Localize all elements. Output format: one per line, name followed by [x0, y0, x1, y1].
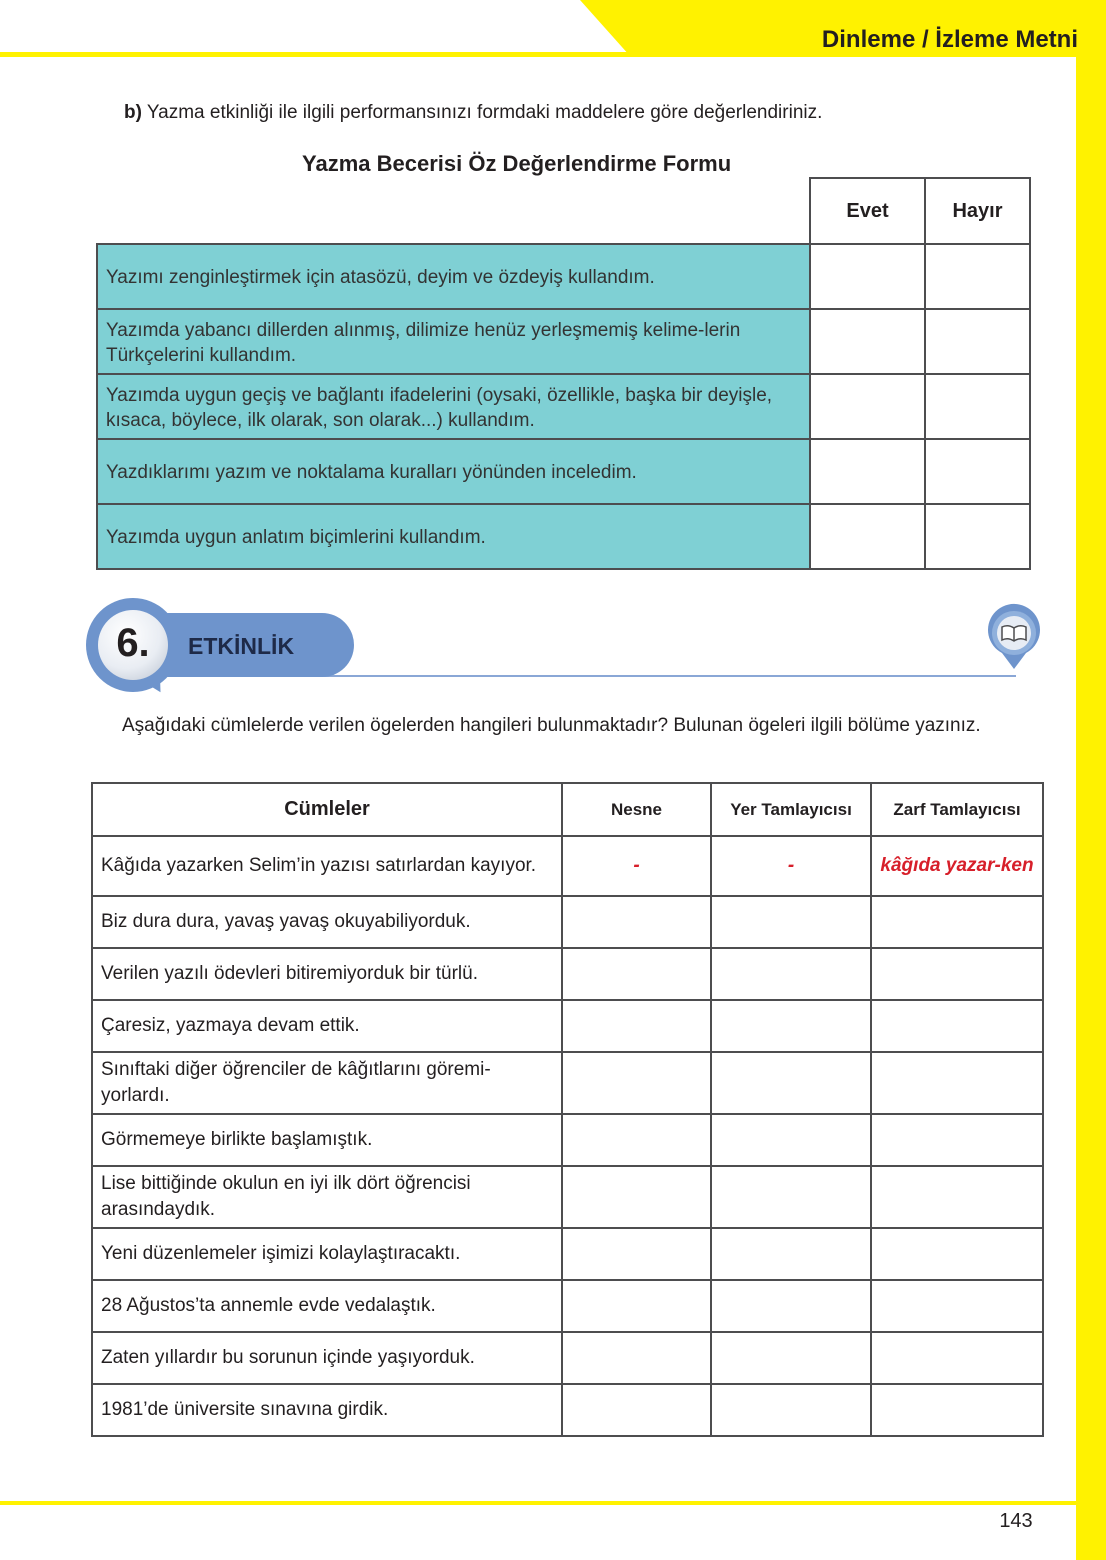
header-blank	[97, 178, 810, 244]
nesne-answer[interactable]	[562, 1166, 711, 1228]
yer-answer[interactable]	[711, 1280, 871, 1332]
sentence-cell: Çaresiz, yazmaya devam ettik.	[92, 1000, 562, 1052]
sentence-analysis-table	[91, 782, 1044, 1437]
nesne-answer[interactable]	[562, 896, 711, 948]
zarf-answer[interactable]	[871, 896, 1043, 948]
nesne-answer[interactable]	[562, 1228, 711, 1280]
activity-instruction: Aşağıdaki cümlelerde verilen ögelerden hangileri bulunmaktadır? Bulunan ögeleri ilgili bölüme yazınız.	[122, 715, 981, 736]
evet-cell[interactable]	[810, 374, 925, 439]
part-b-instruction	[124, 102, 822, 124]
col-yer-header: Yer Tamlayıcısı	[711, 783, 871, 836]
table-row	[92, 948, 1043, 1000]
yer-answer[interactable]	[711, 1228, 871, 1280]
analysis-header-row	[92, 783, 1043, 836]
table-row	[92, 836, 1043, 896]
criterion-text: Yazımda uygun anlatım biçimlerini kullandım.	[97, 504, 810, 569]
criterion-text: Yazımda uygun geçiş ve bağlantı ifadelerini (oysaki, özellikle, başka bir deyişle, kısaca, böylece, ilk olarak, son olarak...) kullandım.	[97, 374, 810, 439]
criteria-row	[97, 244, 1030, 309]
table-row	[92, 1000, 1043, 1052]
table-row	[92, 1228, 1043, 1280]
zarf-answer[interactable]: kâğıda yazar-ken	[871, 836, 1043, 896]
table-row	[92, 1332, 1043, 1384]
yer-answer[interactable]: -	[711, 836, 871, 896]
nesne-answer[interactable]	[562, 1332, 711, 1384]
evet-cell[interactable]	[810, 309, 925, 374]
table-row	[92, 1052, 1043, 1114]
yer-answer[interactable]	[711, 1166, 871, 1228]
footer-rule	[0, 1501, 1106, 1505]
yer-answer[interactable]	[711, 948, 871, 1000]
sentence-cell: Biz dura dura, yavaş yavaş okuyabiliyorduk.	[92, 896, 562, 948]
table-row	[92, 1384, 1043, 1436]
sentence-cell: Verilen yazılı ödevleri bitiremiyorduk bir türlü.	[92, 948, 562, 1000]
sentence-cell: Zaten yıllardır bu sorunun içinde yaşıyorduk.	[92, 1332, 562, 1384]
page-header-title: Dinleme / İzleme Metni	[821, 26, 1078, 53]
nesne-answer[interactable]	[562, 1000, 711, 1052]
sentence-cell: Lise bittiğinde okulun en iyi ilk dört öğrencisi arasındaydık.	[92, 1166, 562, 1228]
yer-answer[interactable]	[711, 896, 871, 948]
col-zarf-header: Zarf Tamlayıcısı	[871, 783, 1043, 836]
nesne-answer[interactable]	[562, 1280, 711, 1332]
sentence-cell: 1981’de üniversite sınavına girdik.	[92, 1384, 562, 1436]
zarf-answer[interactable]	[871, 1000, 1043, 1052]
nesne-answer[interactable]: -	[562, 836, 711, 896]
yellow-side-bar	[1076, 0, 1106, 1560]
nesne-answer[interactable]	[562, 1114, 711, 1166]
zarf-answer[interactable]	[871, 948, 1043, 1000]
criterion-text: Yazımda yabancı dillerden alınmış, dilimize henüz yerleşmemiş kelime-lerin Türkçelerini kullandım.	[97, 309, 810, 374]
self-assessment-table	[96, 177, 1031, 570]
col-cumleler-header: Cümleler	[92, 783, 562, 836]
part-b-text: Yazma etkinliği ile ilgili performansınızı formdaki maddelere göre değerlendiriniz.	[146, 102, 823, 123]
zarf-answer[interactable]	[871, 1384, 1043, 1436]
yer-answer[interactable]	[711, 1000, 871, 1052]
criteria-row	[97, 439, 1030, 504]
yer-answer[interactable]	[711, 1332, 871, 1384]
evet-cell[interactable]	[810, 244, 925, 309]
activity-number: 6.	[116, 621, 150, 665]
hayir-cell[interactable]	[925, 439, 1030, 504]
form-title: Yazma Becerisi Öz Değerlendirme Formu	[302, 151, 732, 176]
yer-answer[interactable]	[711, 1052, 871, 1114]
hayir-cell[interactable]	[925, 504, 1030, 569]
zarf-answer[interactable]	[871, 1280, 1043, 1332]
sentence-cell: Görmemeye birlikte başlamıştık.	[92, 1114, 562, 1166]
col-nesne-header: Nesne	[562, 783, 711, 836]
nesne-answer[interactable]	[562, 948, 711, 1000]
criteria-row	[97, 504, 1030, 569]
col-evet-header: Evet	[810, 178, 925, 244]
zarf-answer[interactable]	[871, 1166, 1043, 1228]
criterion-text: Yazdıklarımı yazım ve noktalama kuralları yönünden inceledim.	[97, 439, 810, 504]
criterion-text: Yazımı zenginleştirmek için atasözü, deyim ve özdeyiş kullandım.	[97, 244, 810, 309]
criteria-row	[97, 374, 1030, 439]
activity-label: ETKİNLİK	[188, 633, 295, 659]
sentence-cell: Sınıftaki diğer öğrenciler de kâğıtlarını göremi-yorlardı.	[92, 1052, 562, 1114]
zarf-answer[interactable]	[871, 1228, 1043, 1280]
hayir-cell[interactable]	[925, 374, 1030, 439]
zarf-answer[interactable]	[871, 1332, 1043, 1384]
table-row	[92, 896, 1043, 948]
yer-answer[interactable]	[711, 1384, 871, 1436]
zarf-answer[interactable]	[871, 1114, 1043, 1166]
sentence-cell: Kâğıda yazarken Selim’in yazısı satırlardan kayıyor.	[92, 836, 562, 896]
criteria-row	[97, 309, 1030, 374]
col-hayir-header: Hayır	[925, 178, 1030, 244]
yer-answer[interactable]	[711, 1114, 871, 1166]
self-assessment-header-row	[97, 178, 1030, 244]
book-pin-icon	[980, 603, 1048, 671]
page-number: 143	[999, 1510, 1033, 1532]
evet-cell[interactable]	[810, 439, 925, 504]
nesne-answer[interactable]	[562, 1384, 711, 1436]
zarf-answer[interactable]	[871, 1052, 1043, 1114]
nesne-answer[interactable]	[562, 1052, 711, 1114]
part-b-label: b)	[124, 102, 142, 123]
sentence-cell: Yeni düzenlemeler işimizi kolaylaştıracaktı.	[92, 1228, 562, 1280]
table-row	[92, 1166, 1043, 1228]
hayir-cell[interactable]	[925, 309, 1030, 374]
evet-cell[interactable]	[810, 504, 925, 569]
sentence-cell: 28 Ağustos’ta annemle evde vedalaştık.	[92, 1280, 562, 1332]
table-row	[92, 1114, 1043, 1166]
table-row	[92, 1280, 1043, 1332]
hayir-cell[interactable]	[925, 244, 1030, 309]
